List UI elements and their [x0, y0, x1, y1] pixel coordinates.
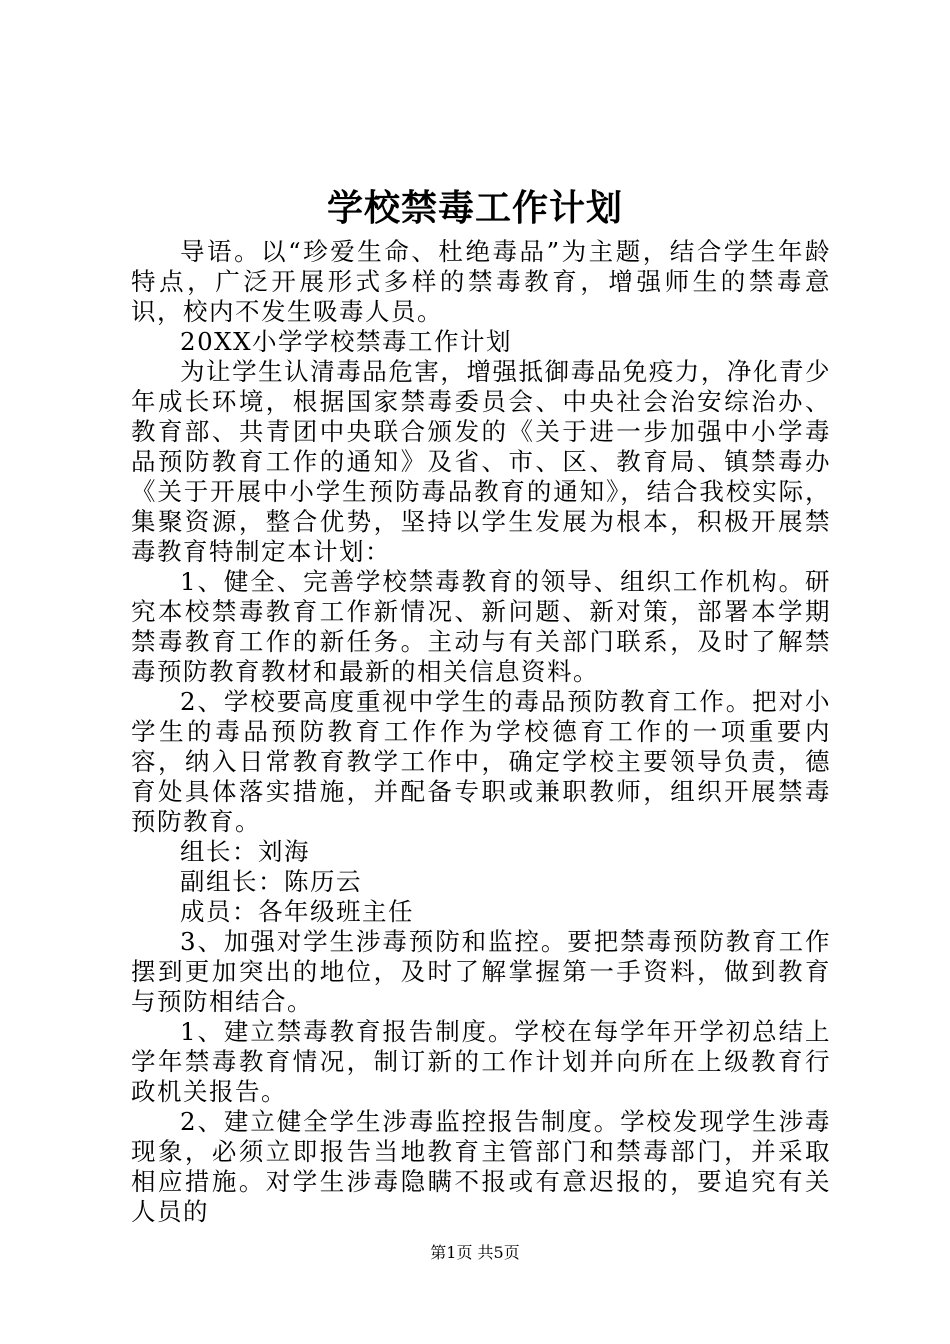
- paragraph-sub-item-2: 2、建立健全学生涉毒监控报告制度。学校发现学生涉毒现象，必须立即报告当地教育主管部门和禁毒部门，并采取相应措施。对学生涉毒隐瞒不报或有意迟报的，要追究有关人员的: [131, 1107, 831, 1226]
- document-title: 学校禁毒工作计划: [326, 187, 623, 229]
- paragraph-deputy-leader: 副组长：陈历云: [180, 867, 362, 896]
- paragraph-sub-item-1: 1、建立禁毒教育报告制度。学校在每学年开学初总结上学年禁毒教育情况，制订新的工作计划并向所在上级教育行政机关报告。: [131, 1017, 831, 1106]
- paragraph-item-3: 3、加强对学生涉毒预防和监控。要把禁毒预防教育工作摆到更加突出的地位，及时了解掌握第一手资料，做到教育与预防相结合。: [131, 927, 831, 1016]
- paragraph-item-1: 1、健全、完善学校禁毒教育的领导、组织工作机构。研究本校禁毒教育工作新情况、新问题、新对策，部署本学期禁毒教育工作的新任务。主动与有关部门联系，及时了解禁毒预防教育教材和最新的相关信息资料。: [131, 567, 831, 686]
- document-body: [131, 237, 831, 1227]
- paragraph-purpose: 为让学生认清毒品危害，增强抵御毒品免疫力，净化青少年成长环境，根据国家禁毒委员会、中央社会治安综治办、教育部、共青团中央联合颁发的《关于进一步加强中小学毒品预防教育工作的通知》及省、市、区、教育局、镇禁毒办《关于开展中小学生预防毒品教育的通知》，结合我校实际，集聚资源，整合优势，坚持以学生发展为根本，积极开展禁毒教育特制定本计划：: [131, 357, 831, 566]
- paragraph-group-leader: 组长：刘海: [180, 837, 310, 866]
- paragraph-subtitle: 20XX小学学校禁毒工作计划: [180, 327, 513, 356]
- page-footer: 第1页 共5页: [430, 1243, 520, 1262]
- paragraph-intro: 导语。以“珍爱生命、杜绝毒品”为主题，结合学生年龄特点，广泛开展形式多样的禁毒教育，增强师生的禁毒意识，校内不发生吸毒人员。: [131, 237, 831, 326]
- paragraph-members: 成员：各年级班主任: [180, 897, 414, 926]
- paragraph-item-2: 2、学校要高度重视中学生的毒品预防教育工作。把对小学生的毒品预防教育工作作为学校德育工作的一项重要内容，纳入日常教育教学工作中，确定学校主要领导负责，德育处具体落实措施，并配备专职或兼职教师，组织开展禁毒预防教育。: [131, 687, 831, 836]
